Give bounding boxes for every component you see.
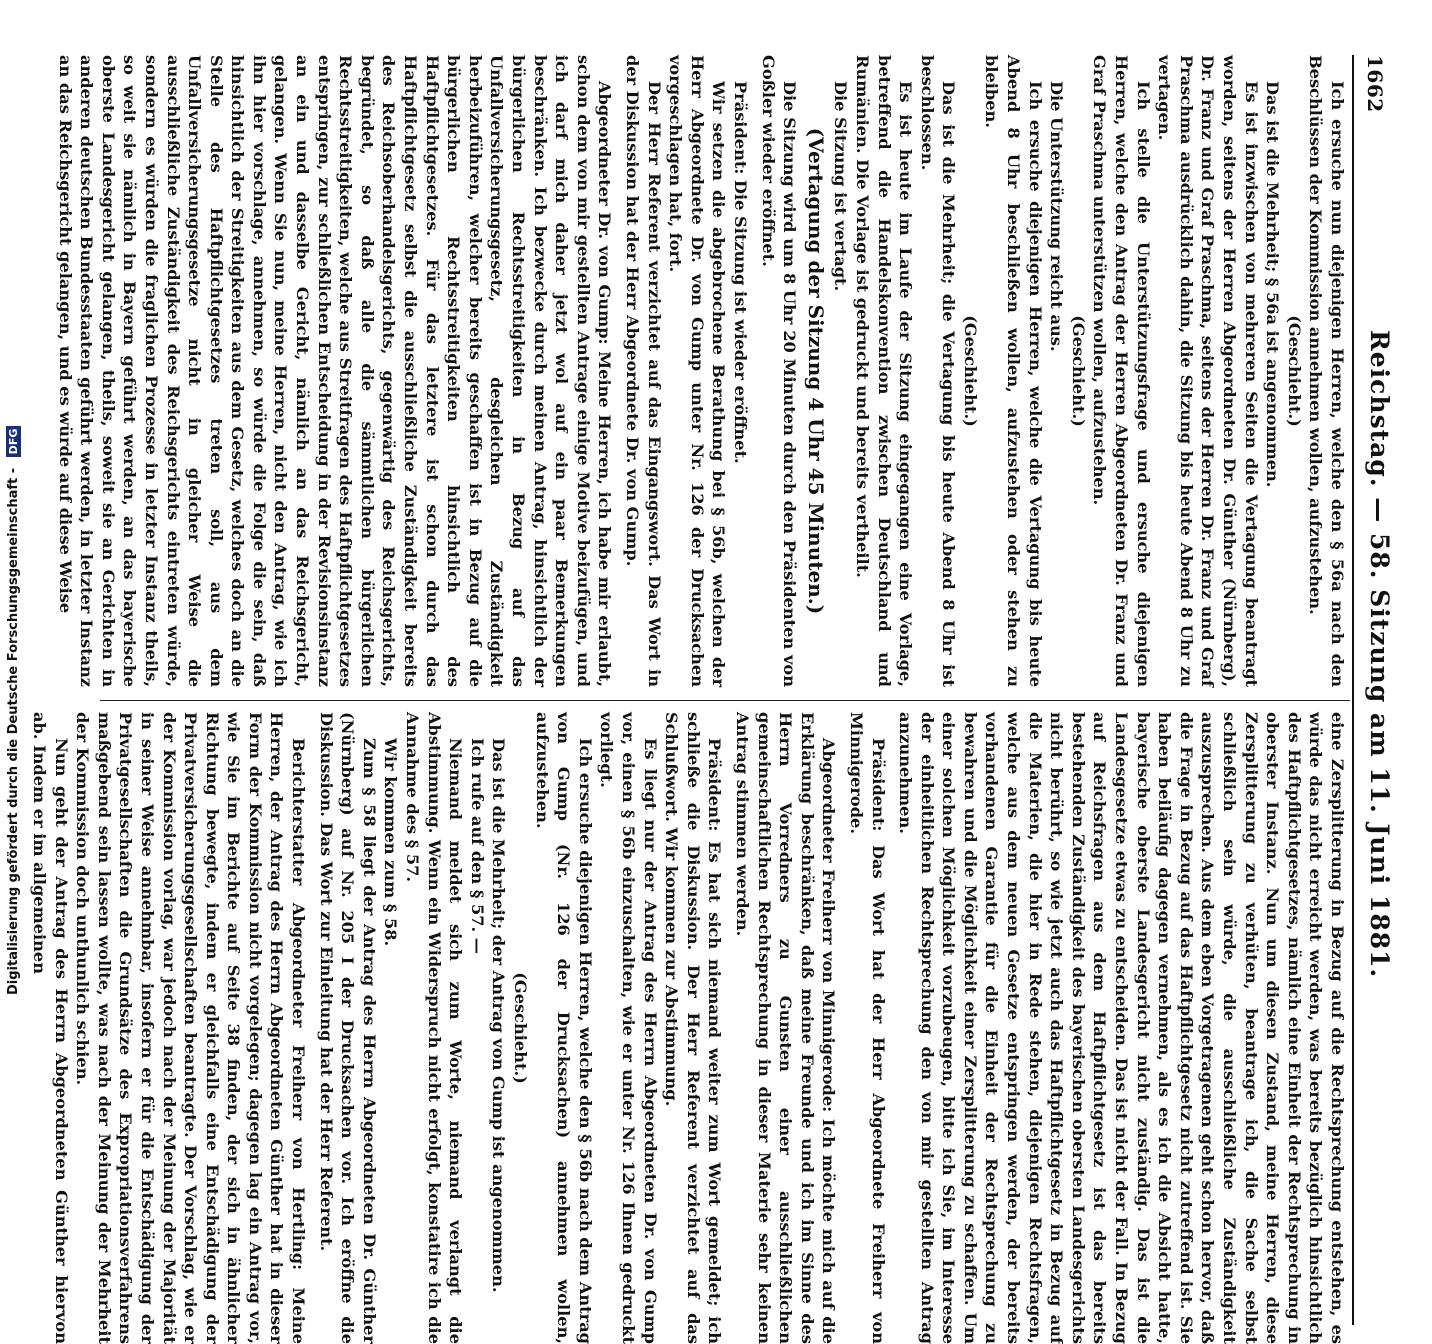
paragraph: Präsident: Die Sitzung ist wieder eröffnet.	[730, 81, 750, 464]
paragraph: Ich ersuche nun diejenigen Herren, welche den § 56a nach den Beschlüssen der Kommission annehmen wollen, aufzustehen.	[1306, 55, 1347, 687]
paragraph: Der Herr Referent verzichtet auf das Eingangswort. Das Wort in der Diskussion hat der Herr Abgeordnete Dr. von Gump.	[623, 55, 664, 687]
paragraph: (Geschieht.)	[1068, 315, 1088, 427]
paragraph: (Geschieht.)	[511, 972, 531, 1084]
paragraph: (Geschieht.)	[1284, 315, 1304, 427]
paragraph: (Geschieht.)	[960, 315, 980, 427]
paragraph: Es ist heute im Laufe der Sitzung eingegangen eine Vorlage, betreffend die Handelskonvention zwischen Deutschland und Rumänien. Die Vorlage ist gedruckt und bereits vertheilt.	[852, 55, 916, 687]
right-column	[29, 712, 1348, 1344]
paragraph: Ich rufe auf den § 57. —	[467, 738, 487, 954]
paragraph: Das ist die Mehrheit; die Vertagung bis heute Abend 8 Uhr ist beschlossen.	[917, 55, 959, 687]
paragraph: Das ist die Mehrheit; § 56a ist angenommen.	[1263, 81, 1283, 488]
paragraph: Die Unterstützung reicht aus.	[1047, 81, 1067, 352]
digitization-footer	[2, 428, 28, 995]
paragraph: Das ist die Mehrheit; der Antrag von Gump ist angenommen.	[489, 738, 509, 1293]
paragraph: Berichterstatter Abgeordneter Freiherr von Hertling: Meine Herren, der Antrag des Herrn Abgeordneten Günther hat in dieser Form der Kommission nicht vorgelegen; dagegen lag ein Antrag vor, wie Sie im Berichte auf Seite 38 finden, der sich in ähnlicher Richtung bewegte, indem er gleichfalls eine Entschädigung der Privatversicherungsgesellschaften beantragte. Der Vorschlag, wie er der Kommission vorlag, war jedoch nach der Meinung der Majorität in seiner Weise annehmbar, insofern er für die Entschädigung der Privatgesellschaften die Grundsätze des Expropriationsverfahrens maßgebend sein lassen wollte, was nach der Meinung der Mehrheit der Kommission doch unthunlich schien.	[73, 712, 309, 1344]
paragraph: Ich stelle die Unterstützungsfrage und ersuche diejenigen Herren, welche den Antrag der Herren Abgeordneten Dr. Franz und Graf Praschma unterstützen wollen, aufzustehen.	[1090, 55, 1153, 687]
paragraph: Abgeordneter Dr. von Gump: Meine Herren, ich habe mir erlaubt, schon dem von mir gestellten Antrage einige Motive beizufügen, und ich darf mich daher jetzt wol auf ein paar Bemerkungen beschränken. Ich bezwecke durch meinen Antrag, hinsichtlich der bürgerlichen Rechtsstreitigkeiten in Bezug auf das Unfallversicherungsgesetz, desgleichen Zuständigkeit herbeizuführen, welcher bereits geschaffen ist in Bezug auf die bürgerlichen Rechtsstreitigkeiten hinsichtlich des Haftpflichtgesetzes. Für das letztere ist schon durch das Haftpflichtgesetz selbst die ausschließliche Zuständigkeit bereits des Reichsoberhandelsgerichts, gegenwärtig des Reichsgerichts, begründet, so daß alle die sämmtlichen bürgerlichen Rechtsstreitigkeiten, welche aus Streitfragen des Haftpflichtgesetzes entspringen, zur schließlichen Entscheidung in der Revisionsinstanz an ein und dasselbe Gericht, nämlich an das Reichsgericht, gelangen. Wenn Sie nun, meine Herren, nicht den Antrag, wie ich ihn hier vorschlage, annehmen, so würde die Folge die sein, daß hinsichtlich der Streitigkeiten aus dem Gesetz, welches doch an die Stelle des Haftpflichtgesetzes treten soll, aus dem Unfallversicherungsgesetze nicht in gleicher Weise die ausschließliche Zuständigkeit des Reichsgerichts eintreten würde, sondern es würden die fraglichen Prozesse in letzter Instanz theils, so weit sie nämlich in Bayern geführt werden, an das bayerische oberste Landesgericht gelangen, theils, soweit sie an Gerichten in anderen deutschen Bundesstaaten geführt werden, in letzter Instanz an das Reichsgericht gelangen, und es würde auf diese Weise	[55, 55, 615, 687]
paragraph: Abgeordneter Freiherr von Minnigerode: Ich möchte mich auf die Erklärung beschränken, daß meine Freunde und ich im Sinne des Herrn Vorredners zu Gunsten einer ausschließlichen gemeinschaftlichen Rechtsprechung in dieser Materie sehr keinen Antrag stimmen werden.	[732, 712, 839, 1344]
paragraph: Niemand meldet sich zum Worte, niemand verlangt die Abstimmung. Wenn ein Widerspruch nicht erfolgt, konstatire ich die Annahme des § 57.	[403, 712, 466, 1344]
paragraph: Es ist inzwischen von mehreren Seiten die Vertagung beantragt worden, seitens der Herren Abgeordneten Dr. Günther (Nürnberg), Dr. Franz und Graf Praschma, seitens der Herren Dr. Franz und Graf Praschma ausdrücklich dahin, die Sitzung bis heute Abend 8 Uhr zu vertagen.	[1155, 55, 1261, 687]
paragraph: Wir kommen zum § 58.	[381, 738, 401, 947]
header-rule	[1352, 55, 1354, 1325]
paragraph: Die Sitzung ist vertagt.	[831, 81, 851, 292]
paragraph: Ich ersuche diejenigen Herren, welche die Vertagung bis heute Abend 8 Uhr beschließen wollen, aufzustehen oder stehen zu bleiben.	[982, 55, 1045, 687]
paragraph: (Vertagung der Sitzung 4 Uhr 45 Minuten.)	[803, 127, 828, 615]
paragraph: Ich ersuche diejenigen Herren, welche den § 56b nach dem Antrag von Gump (Nr. 126 der Drucksachen) annehmen wollen, aufzustehen.	[532, 712, 595, 1344]
paragraph: Wir setzen die abgebrochene Berathung bei § 56b, welchen der Herr Abgeordnete Dr. von Gump unter Nr. 126 der Drucksachen vorgeschlagen hat, fort.	[666, 55, 729, 687]
running-title: Reichstag. — 58. Sitzung am 11. Juni 1881.	[1365, 330, 1394, 979]
paragraph: eine Zersplitterung in Bezug auf die Rechtsprechung entstehen, es würde das nicht erreicht werden, was bereits bezüglich hinsichtlich des Haftpflichtgesetzes, nämlich eine Einheit der Rechtsprechung in oberster Instanz. Nun um diesen Zustand, meine Herren, diese Zersplitterung zu verhüten, beantrage ich, die Sache selbst schließlich sein würde, die ausschließliche Zuständigkeit auszusprechen. Aus dem eben Vorgetragenen geht schon hervor, daß die Frage in Bezug auf das Haftpflichtgesetz nicht zutreffend ist. Sie haben beiläufig dagegen vernehmen, als es ich die Absicht hatte, bayerische oberste Landesgericht nicht zuständig. Das ist die Landesgesetze etwas zu entscheiden. Das ist nicht der Fall. In Bezug auf Reichsfragen aus dem Haftpflichtgesetz ist das bereits bestehenden Zuständigkeit des bayerischen obersten Landesgerichts nicht berührt, so wie jetzt auch das Haftpflichtgesetz in Bezug auf die Materien, die hier in Rede stehen, diejenigen Rechtsfragen, welche aus dem neuen Gesetze entspringen werden, der bereits vorhandenen Garantie für die Einheit der Rechtsprechung zu bewahren und die Möglichkeit einer Zersplitterung zu schaffen. Um einer solchen Möglichkeit vorzubeugen, bitte ich Sie, im Interesse der einheitlichen Rechtsprechung den von mir gestellten Antrag anzunehmen.	[896, 712, 1347, 1344]
paragraph: Präsident: Das Wort hat der Herr Abgeordnete Freiherr von Minnigerode.	[846, 712, 888, 1344]
paragraph: Es liegt nur der Antrag des Herrn Abgeordneten Dr. von Gump vor, einen § 56b einzuschalten, wie er unter Nr. 126 Ihnen gedruckt vorliegt.	[597, 712, 660, 1344]
footer-text: Digitalisierung gefördert durch die Deutsche Forschungsgemeinschaft -	[6, 467, 21, 995]
paragraph: Zum § 58 liegt der Antrag des Herrn Abgeordneten Dr. Günther (Nürnberg) auf Nr. 205 I der Drucksachen vor. Ich eröffne die Diskussion. Das Wort zur Einleitung hat der Herr Referent.	[316, 712, 379, 1344]
paragraph: Nun geht der Antrag des Herrn Abgeordneten Günther hiervon ab. Indem er im allgemeinen	[29, 712, 71, 1344]
left-column	[55, 55, 1348, 687]
paragraph: Präsident: Es hat sich niemand weiter zum Wort gemeldet; ich schließe die Diskussion. Der Herr Referent verzichtet auf das Schlußwort. Wir kommen zur Abstimmung.	[662, 712, 725, 1344]
paragraph: Die Sitzung wird um 8 Uhr 20 Minuten durch den Präsidenten von Goßler wieder eröffnet.	[758, 55, 800, 687]
page-number: 1662	[1363, 55, 1387, 113]
dfg-logo: DFG	[6, 426, 21, 458]
column-divider	[100, 700, 1350, 701]
